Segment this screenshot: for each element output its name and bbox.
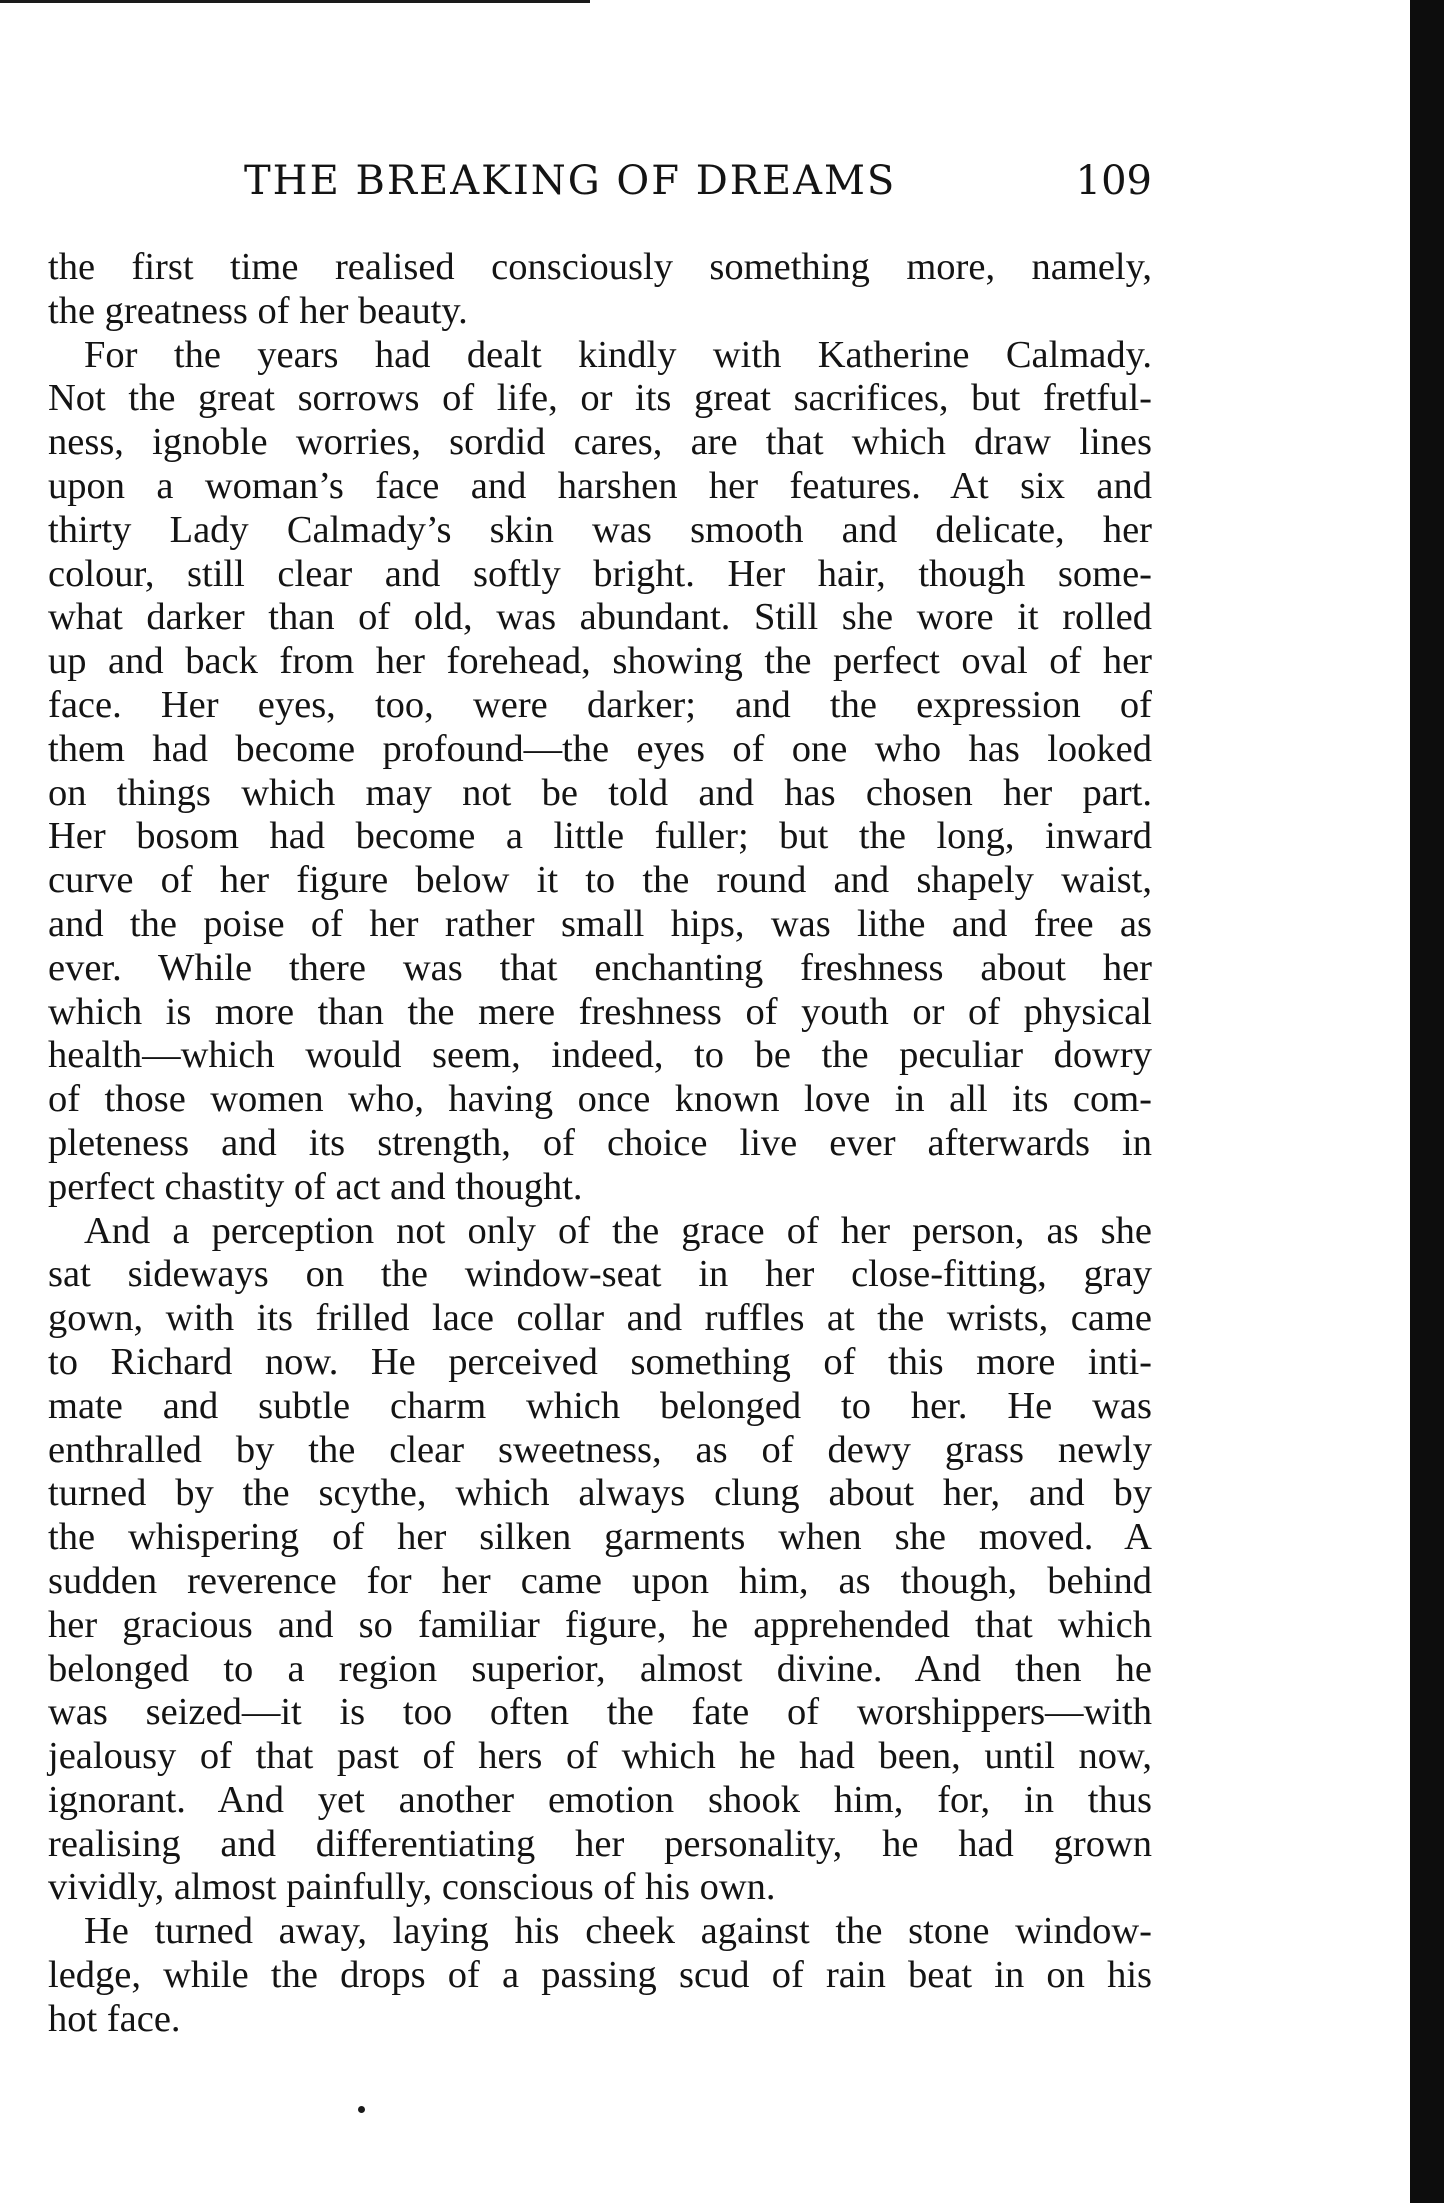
text-line: mate and subtle charm which belonged to her. He was: [48, 1384, 1152, 1427]
text-line: perfect chastity of act and thought.: [48, 1165, 583, 1208]
text-line: the greatness of her beauty.: [48, 289, 468, 332]
running-head: [48, 152, 1152, 212]
text-line: realising and differentiating her personality, he had grown: [48, 1822, 1152, 1865]
text-line: on things which may not be told and has chosen her part.: [48, 771, 1152, 814]
stray-ink-dot: [358, 2106, 365, 2113]
text-line: He turned away, laying his cheek against the stone window-: [84, 1910, 1152, 1953]
text-line: sat sideways on the window-seat in her close-fitting, gray: [48, 1253, 1152, 1296]
text-line: belonged to a region superior, almost divine. And then he: [48, 1647, 1152, 1690]
text-line: For the years had dealt kindly with Katherine Calmady.: [84, 333, 1152, 376]
text-line: up and back from her forehead, showing the perfect oval of her: [48, 640, 1152, 683]
text-line: enthralled by the clear sweetness, as of dewy grass newly: [48, 1428, 1152, 1471]
text-line: hot face.: [48, 1997, 181, 2040]
text-line: vividly, almost painfully, conscious of his own.: [48, 1866, 776, 1909]
text-line: which is more than the mere freshness of youth or of physical: [48, 990, 1152, 1033]
text-line: thirty Lady Calmady’s skin was smooth and delicate, her: [48, 508, 1152, 551]
text-line: And a perception not only of the grace of her person, as she: [84, 1209, 1152, 1252]
text-line: Not the great sorrows of life, or its great sacrifices, but fretful-: [48, 377, 1152, 420]
text-line: her gracious and so familiar figure, he apprehended that which: [48, 1603, 1152, 1646]
text-line: turned by the scythe, which always clung about her, and by: [48, 1472, 1152, 1515]
text-line: gown, with its frilled lace collar and ruffles at the wrists, came: [48, 1297, 1152, 1340]
text-line: face. Her eyes, too, were darker; and the expression of: [48, 683, 1152, 726]
text-line: pleteness and its strength, of choice live ever afterwards in: [48, 1121, 1152, 1164]
text-line: the first time realised consciously something more, namely,: [48, 246, 1152, 288]
text-line: health—which would seem, indeed, to be the peculiar dowry: [48, 1034, 1152, 1077]
text-line: ness, ignoble worries, sordid cares, are that which draw lines: [48, 421, 1152, 464]
text-line: upon a woman’s face and harshen her features. At six and: [48, 464, 1152, 507]
text-line: ever. While there was that enchanting freshness about her: [48, 946, 1152, 989]
text-line: what darker than of old, was abundant. Still she wore it rolled: [48, 596, 1152, 639]
running-head-title: THE BREAKING OF DREAMS: [244, 158, 897, 204]
text-line: of those women who, having once known love in all its com-: [48, 1078, 1152, 1121]
text-line: colour, still clear and softly bright. Her hair, though some-: [48, 552, 1152, 595]
top-scan-rule: [0, 0, 590, 3]
page-number: 109: [1075, 158, 1152, 204]
text-line: to Richard now. He perceived something of this more inti-: [48, 1340, 1152, 1383]
body-text: [48, 246, 1152, 2042]
text-line: ignorant. And yet another emotion shook him, for, in thus: [48, 1778, 1152, 1821]
scan-edge-shadow: [1410, 0, 1444, 2203]
text-line: sudden reverence for her came upon him, as though, behind: [48, 1559, 1152, 1602]
text-line: curve of her figure below it to the round and shapely waist,: [48, 859, 1152, 902]
text-line: them had become profound—the eyes of one who has looked: [48, 727, 1152, 770]
text-line: the whispering of her silken garments when she moved. A: [48, 1516, 1152, 1559]
text-line: jealousy of that past of hers of which he had been, until now,: [48, 1735, 1152, 1778]
text-line: ledge, while the drops of a passing scud of rain beat in on his: [48, 1954, 1152, 1997]
text-line: and the poise of her rather small hips, was lithe and free as: [48, 902, 1152, 945]
text-line: Her bosom had become a little fuller; but the long, inward: [48, 815, 1152, 858]
text-line: was seized—it is too often the fate of worshippers—with: [48, 1691, 1152, 1734]
